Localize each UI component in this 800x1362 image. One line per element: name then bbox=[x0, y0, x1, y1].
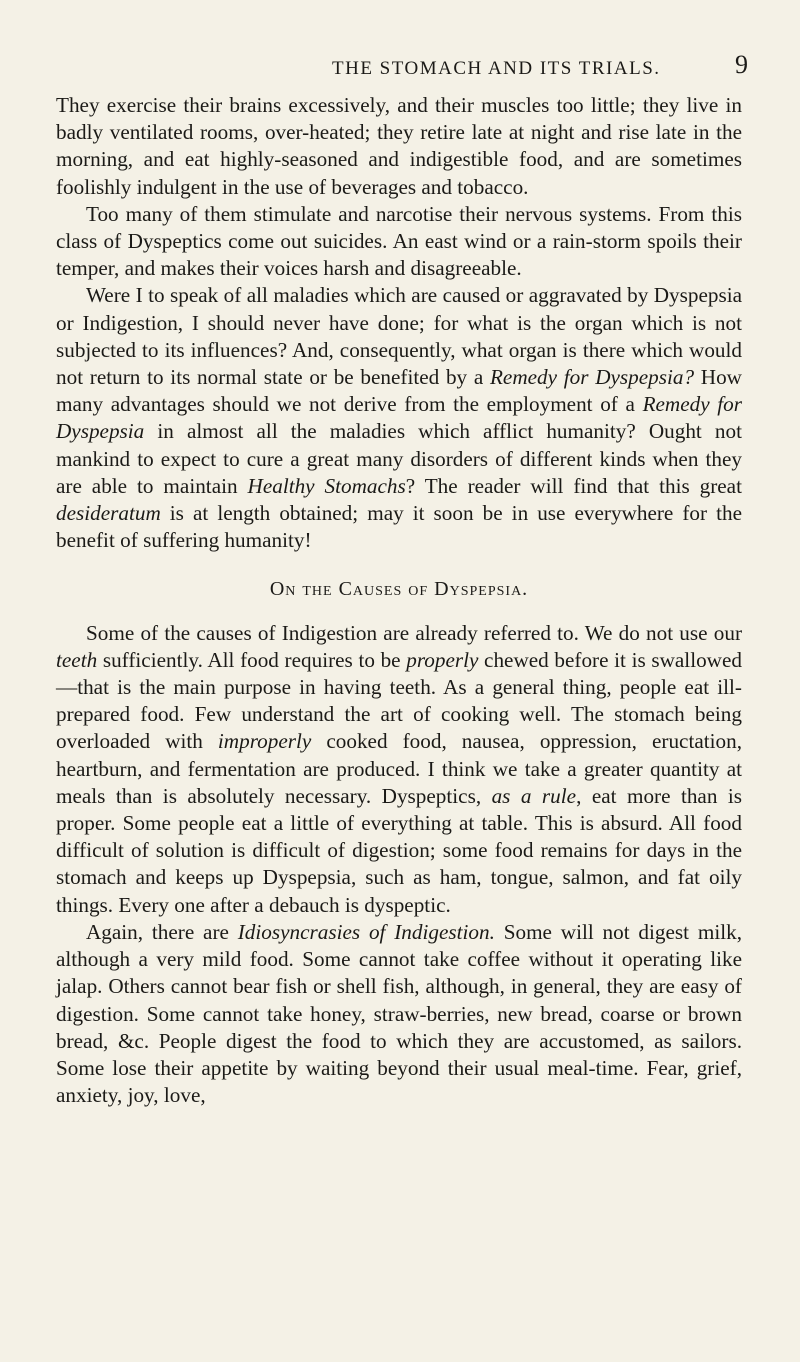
text-run: Again, there are bbox=[86, 919, 238, 944]
paragraph-1: They exercise their brains excessively, and their muscles too little; they live in badly ventilated rooms, over-heated; they retire late at night and rise late in the morning, and eat highly-seasoned and indigestible food, and are sometimes foolishly indulgent in the use of beverages and tobacco. bbox=[56, 93, 742, 199]
italic-run: Remedy for Dyspepsia bbox=[56, 392, 742, 444]
text-run: in almost all the maladies which afflict humanity? Ought not mankind to expect to cure a great many disorders of different kinds when they are able to maintain bbox=[56, 419, 742, 498]
paragraph-5 bbox=[56, 919, 742, 1109]
text-run: chewed before it is swallowed—that is the main purpose in having teeth. As a general thing, people eat ill-prepared food. Few understand the art of cooking well. The stomach being overloaded with bbox=[56, 647, 742, 754]
text-run: cooked food, nausea, oppression, eructation, heartburn, and fermentation are produced. I think we take a greater quantity at meals than is absolutely necessary. Dyspeptics, bbox=[56, 729, 742, 808]
italic-run: as a rule bbox=[491, 783, 577, 808]
text-run: , eat more than is proper. Some people eat a little of everything at table. This is absurd. All food difficult of solution is difficult of digestion; some food remains for days in the stomach and keeps up Dyspepsia, such as ham, tongue, salmon, and fat oily things. Every one after a debauch is dyspeptic. bbox=[56, 783, 743, 917]
paragraph-4 bbox=[56, 620, 742, 919]
italic-run: Idiosyncrasies of Indigestion. bbox=[237, 919, 495, 944]
text-run: ? The reader will find that this great bbox=[405, 473, 742, 498]
italic-run: teeth bbox=[56, 647, 98, 672]
italic-run: Remedy for Dyspepsia? bbox=[489, 365, 695, 390]
paragraph-3 bbox=[56, 282, 742, 554]
italic-run: Healthy Stomachs bbox=[247, 473, 406, 498]
body-text bbox=[56, 92, 742, 1109]
section-heading: On the Causes of Dyspepsia. bbox=[269, 578, 529, 601]
italic-run: improperly bbox=[217, 729, 312, 754]
text-run: How many advantages should we not derive from the employment of a bbox=[56, 365, 742, 417]
text-run: Were I to speak of all maladies which are caused or aggravated by Dyspepsia or Indigestion, I should never have done; for what is the organ which is not subjected to its influences? And, consequently, what organ is there which would not return to its normal state or be benefited by a bbox=[56, 283, 742, 390]
paragraph-2: Too many of them stimulate and narcotise their nervous systems. From this class of Dyspeptics come out suicides. An east wind or a rain-storm spoils their temper, and makes their voices harsh and disagreeable. bbox=[56, 201, 742, 281]
text-run: Some of the causes of Indigestion are already referred to. We do not use our bbox=[86, 620, 742, 645]
italic-run: properly bbox=[406, 647, 479, 672]
text-run: sufficiently. All food requires to be bbox=[97, 647, 407, 672]
page-number: 9 bbox=[735, 50, 748, 79]
italic-run: desideratum bbox=[56, 501, 161, 526]
text-run: Some will not digest milk, although a very mild food. Some cannot take coffee without it operating like jalap. Others cannot bear fish or shell fish, although, in general, they are easy of digestion. Some cannot take honey, straw-berries, new bread, coarse or brown bread, &c. People digest the food to which they are accustomed, as sailors. Some lose their appetite by waiting beyond their usual meal-time. Fear, grief, anxiety, joy, love, bbox=[56, 919, 742, 1108]
text-run: is at length obtained; may it soon be in use everywhere for the benefit of suffering humanity! bbox=[56, 501, 742, 553]
running-head: THE STOMACH AND ITS TRIALS. bbox=[332, 58, 661, 79]
